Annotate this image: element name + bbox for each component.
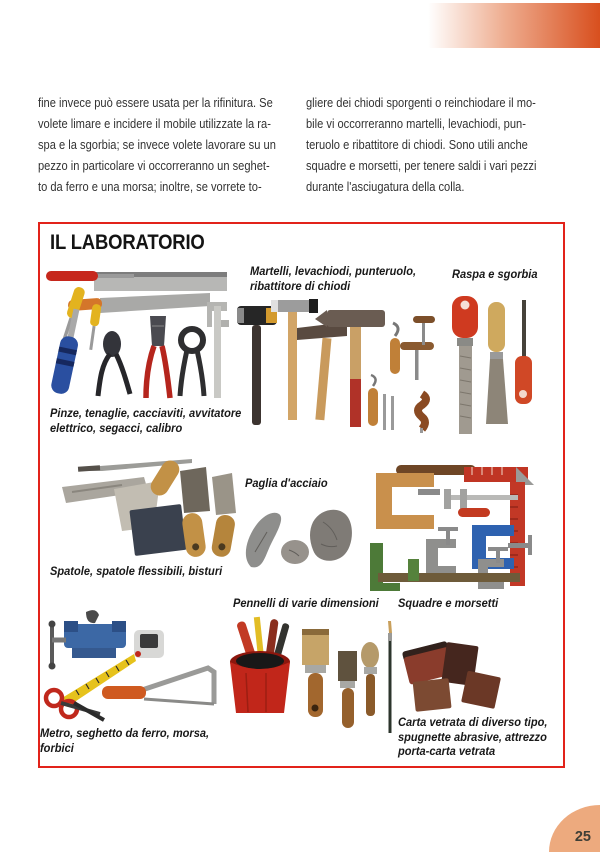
round-brush-icon: [361, 642, 379, 716]
small-gimlet-icon: [413, 316, 435, 345]
clamps-square-photo: [368, 455, 550, 597]
sandpaper-block-icon: [413, 678, 452, 712]
text-line: volete limare e incidere il mobile utilizzate la ra-: [38, 116, 271, 131]
small-yellow-screwdriver-icon: [86, 304, 101, 351]
caption-line: Martelli, levachiodi, punteruolo,: [250, 264, 417, 278]
red-pliers-icon: [146, 316, 170, 398]
caption-line: forbici: [40, 740, 74, 755]
c-clamp-icon: [426, 527, 458, 575]
steel-wool-pad-icon: [246, 513, 281, 568]
text-line: pezzo in particolare vi occorreranno un seghet-: [38, 158, 270, 173]
brush-icon: [338, 651, 357, 728]
text-line: to da ferro e una morsa; inoltre, se vorrete to-: [38, 179, 262, 194]
tack-lifter-icon: [368, 375, 378, 426]
caption-line: Metro, seghetto da ferro, morsa,: [40, 726, 210, 740]
hammer-icon: [271, 299, 318, 420]
text-line: durante l'asciugatura della colla.: [306, 179, 465, 194]
bradawl-icon: [418, 394, 426, 433]
article-column-right: [306, 92, 563, 197]
hammers-photo: [235, 298, 435, 433]
caliper-icon: [207, 302, 229, 398]
pincers-icon: [180, 329, 204, 396]
caption-clamps: [398, 596, 498, 611]
steel-wool-photo: [233, 492, 358, 577]
sandpaper-photo: [398, 638, 508, 716]
caption-line: Carta vetrata di diverso tipo,: [398, 715, 548, 729]
text-line: fine invece può essere usata per la rifinitura. Se: [38, 95, 273, 110]
vise-icon: [49, 610, 127, 669]
f-clamp-icon: [444, 489, 518, 517]
caption-line: Spatole, spatole flessibili, bisturi: [50, 564, 223, 578]
black-pliers-icon: [98, 331, 130, 396]
caption-hand-tools: [50, 406, 241, 435]
caption-line: spugnette abrasive, attrezzo: [398, 729, 547, 744]
brushes-photo: [222, 615, 402, 740]
text-line: bile vi occorreranno martelli, levachiodi, pun-: [306, 116, 526, 131]
sandpaper-block-icon: [461, 671, 501, 709]
caption-line: Pennelli di varie dimensioni: [233, 596, 379, 610]
caption-steel-wool: [245, 476, 328, 491]
rasp-icon: [452, 296, 478, 434]
small-red-tool-icon: [515, 300, 532, 404]
caption-line: elettrico, segacci, calibro: [50, 420, 183, 435]
caption-line: Paglia d'acciaio: [245, 476, 328, 490]
caption-brushes: [233, 596, 379, 611]
caption-rasp: [452, 267, 538, 282]
laboratory-box-title: IL LABORATORIO: [50, 231, 205, 254]
thin-artist-brush-icon: [388, 621, 392, 733]
text-line: teruolo e ribattitore di chiodi. Sono utili anche: [306, 137, 528, 152]
tenon-saw-icon: [68, 293, 210, 313]
paint-bucket-icon: [230, 617, 290, 713]
caption-hammers: [250, 264, 416, 293]
sanding-block-icon: [129, 504, 186, 556]
punch-icon: [383, 394, 394, 430]
caption-line: porta-carta vetrata: [398, 744, 496, 758]
caption-spatulas: [50, 564, 222, 579]
text-line: spa e la sgorbia; se invece volete lavorare su un: [38, 137, 276, 152]
rasp-gouge-photo: [438, 292, 548, 442]
caption-line: Pinze, tenaglie, cacciaviti, avvitatore: [50, 406, 242, 420]
hacksaw-icon: [102, 668, 214, 704]
spatulas-photo: [52, 455, 242, 560]
tack-lifter-icon: [390, 323, 400, 374]
mallet-icon: [237, 306, 277, 425]
caption-measuring: [40, 726, 209, 755]
gouge-icon: [486, 302, 508, 424]
gimlet-icon: [400, 342, 434, 380]
steel-wool-pad-icon: [310, 510, 352, 561]
vise-tape-hacksaw-scissors-photo: [42, 610, 227, 725]
hand-tools-photo: [42, 268, 237, 403]
page-number: 25: [574, 829, 591, 845]
flat-brush-icon: [302, 629, 329, 717]
caption-sandpaper: [398, 715, 547, 759]
article-column-left: [38, 92, 295, 197]
text-line: squadre e morsetti, per tenere saldi i vari pezzi: [306, 158, 537, 173]
text-line: gliere dei chiodi sporgenti o reinchiodare il mo-: [306, 95, 536, 110]
hammer-icon: [297, 322, 347, 420]
caption-line: Squadre e morsetti: [398, 596, 499, 610]
steel-wool-pad-icon: [281, 540, 309, 564]
blue-screwdriver-icon: [50, 307, 85, 395]
top-gradient-band: [428, 3, 600, 48]
caption-line: ribattitore di chiodi: [250, 278, 351, 293]
caption-line: Raspa e sgorbia: [452, 267, 538, 281]
